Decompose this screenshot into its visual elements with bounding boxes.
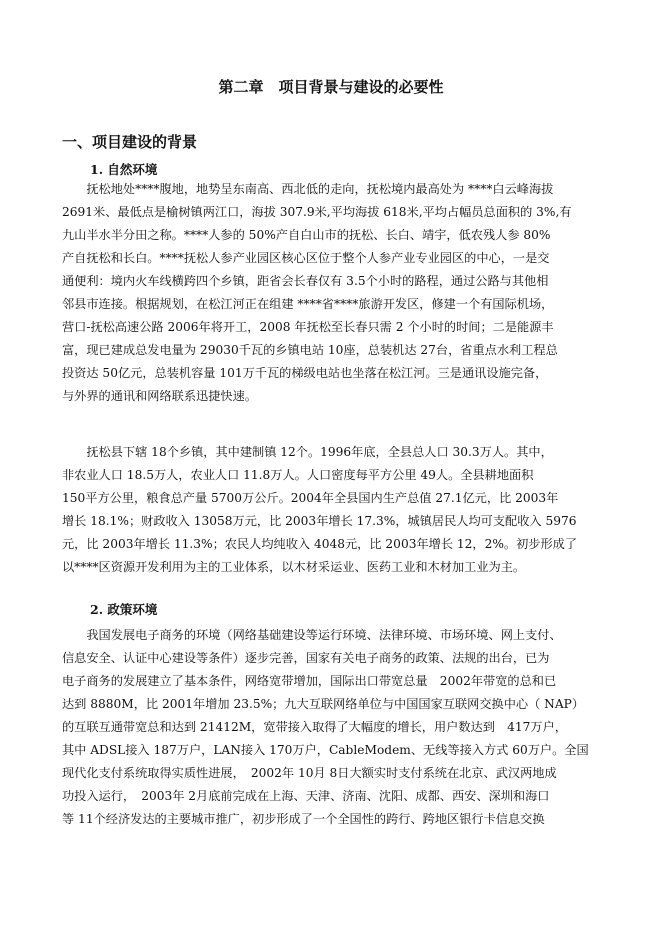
text-line: 现代化支付系统取得实质性进展， 2002年 10月 8日大额实时支付系统在北京、武汉两地成: [62, 766, 557, 780]
chapter-title: 第二章 项目背景与建设的必要性: [218, 78, 444, 96]
text-line: 2691米、最低点是榆树镇两江口，海拔 307.9米,平均海拔 618米,平均占幅员总面积的 3%,有: [62, 205, 572, 219]
text-line: 与外界的通讯和网络联系迅捷快速。: [62, 389, 257, 403]
subsection-heading-natural-environment: 1. 自然环境: [90, 162, 158, 177]
text-line: 元，比 2003年增长 11.3%；农民人均纯收入 4048元，比 2003年增长 12，2%。初步形成了: [62, 537, 578, 551]
paragraph-policy-environment-1: [62, 624, 610, 831]
text-line: 富，现已建成总发电量为 29030千瓦的乡镇电站 10座，总装机达 27台，省重点水利工程总: [62, 343, 558, 357]
text-line: 增长 18.1%；财政收入 13058万元，比 2003年增长 17.3%，城镇居民人均可支配收入 5976: [62, 514, 577, 528]
text-line: 产自抚松和长白。****抚松人参产业园区核心区位于整个人参产业专业园区的中心，一是交: [62, 251, 550, 265]
text-line: 以****区资源开发利用为主的工业体系，以木材采运业、医药工业和木材加工业为主。: [62, 560, 526, 574]
subsection-heading-policy-environment: 2. 政策环境: [90, 602, 158, 617]
text-line: 达到 8880M，比 2001年增加 23.5%；九大互联网络单位与中国国家互联网交换中心（ NAP）: [62, 697, 585, 711]
text-line: 150平方公里，粮食总产量 5700万公斤。2004年全县国内生产总值 27.1亿元，比 2003年: [62, 491, 559, 505]
paragraph-natural-environment-1: [62, 178, 610, 408]
text-line: 抚松地处****腹地，地势呈东南高、西北低的走向，抚松境内最高处为 ****白云峰海拔: [62, 182, 554, 196]
text-line: 营口-抚松高速公路 2006年将开工，2008 年抚松至长春只需 2 个小时的时间；二是能源丰: [62, 320, 554, 334]
text-line: 抚松县下辖 18个乡镇，其中建制镇 12个。1996年底，全县总人口 30.3万人。其中，: [62, 445, 553, 459]
text-line: 信息安全、认证中心建设等条件）逐步完善，国家有关电子商务的政策、法规的出台，已为: [62, 651, 550, 665]
text-line: 等 11个经济发达的主要城市推广，初步形成了一个全国性的跨行、跨地区银行卡信息交换: [62, 812, 545, 826]
text-line: 邻县市连接。根据规划，在松江河正在组建 ****省****旅游开发区，修建一个有国际机场，: [62, 297, 554, 311]
text-line: 投资达 50亿元，总装机容量 101万千瓦的梯级电站也坐落在松江河。三是通讯设施完备，: [62, 366, 548, 380]
text-line: 功投入运行， 2003年 2月底前完成在上海、天津、济南、沈阳、成都、西安、深圳和海口: [62, 789, 550, 803]
text-line: 通便利：境内火车线横跨四个乡镇，距省会长春仅有 3.5个小时的路程，通过公路与其他相: [62, 274, 549, 288]
text-line: 我国发展电子商务的环境（网络基础建设等运行环境、法律环境、市场环境、网上支付、: [62, 628, 562, 642]
text-line: 的互联互通带宽总和达到 21412M，宽带接入取得了大幅度的增长，用户数达到 417万户，: [62, 720, 567, 734]
text-line: 非农业人口 18.5万人，农业人口 11.8万人。人口密度每平方公里 49人。全县耕地面积: [62, 468, 534, 482]
text-line: 电子商务的发展建立了基本条件，网络宽带增加，国际出口带宽总量 2002年带宽的总和已: [62, 674, 557, 688]
paragraph-natural-environment-2: [62, 441, 610, 579]
section-title: 一、项目建设的背景: [62, 133, 198, 151]
text-line: 其中 ADSL接入 187万户，LAN接入 170万户，CableModem、无线等接入方式 60万户。全国: [62, 743, 589, 757]
text-line: 九山半水半分田之称。****人参的 50%产自白山市的抚松、长白、靖宇，低农残人参 80%: [62, 228, 551, 242]
